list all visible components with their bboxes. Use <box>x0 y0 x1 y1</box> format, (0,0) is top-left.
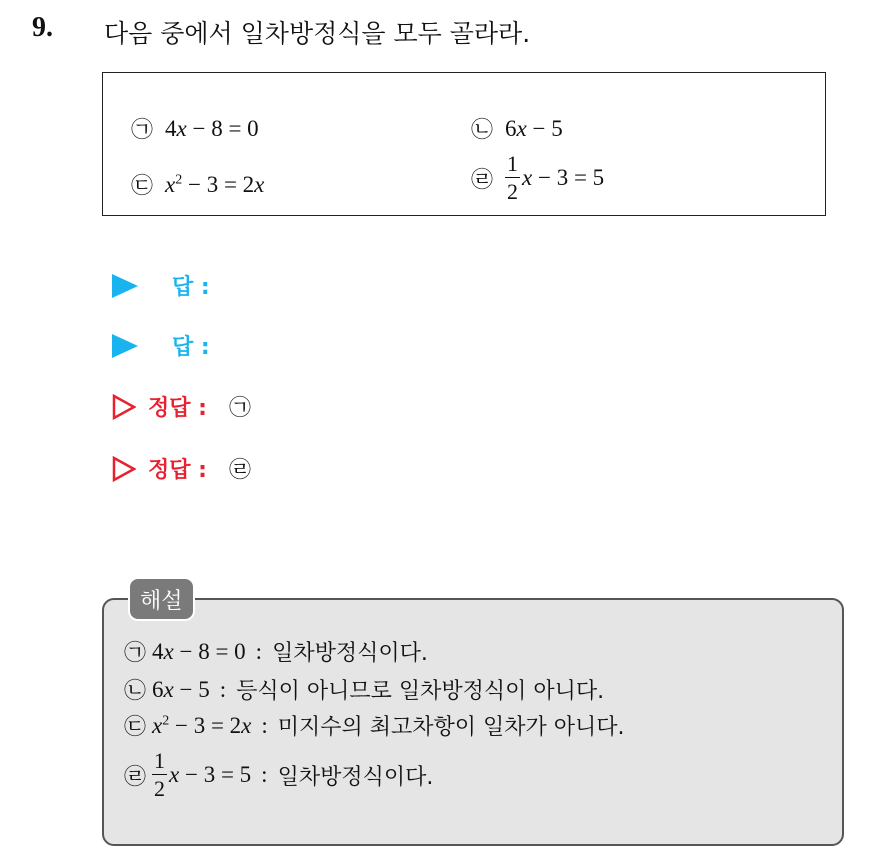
play-triangle-icon <box>112 274 138 298</box>
fraction: $\frac{1}{2}$ <box>507 151 518 204</box>
fraction: $\frac{1}{2}$ <box>154 748 165 801</box>
answer-row-2 <box>112 330 210 361</box>
outline-triangle-icon <box>112 394 136 420</box>
option-marker: ㉡ <box>471 118 494 143</box>
option-c: ㉢ $x^2 - 3 = 2x$ <box>131 169 264 200</box>
option-d: ㉣ $\frac{1}{2}$ x − 3 = 5 <box>471 151 605 204</box>
correct-answer-row-1 <box>112 391 251 422</box>
explanation-line-b: ㉡ 6x − 5 : 등식이 아니므로 일차방정식이 아니다. <box>124 674 604 705</box>
option-a: ㉠ 4x − 8 = 0 <box>131 113 259 144</box>
correct-answer-label: 정답 : <box>148 396 207 421</box>
correct-answer-value: ㉠ <box>228 396 251 421</box>
explanation-line-d: ㉣ $\frac{1}{2}$ x − 3 = 5 : 일차방정식이다. <box>124 748 434 801</box>
option-marker: ㉠ <box>131 118 154 143</box>
question-text: 다음 중에서 일차방정식을 모두 골라라. <box>104 19 531 48</box>
option-marker: ㉣ <box>471 167 494 193</box>
correct-answer-value: ㉣ <box>228 458 251 483</box>
explanation-line-a: ㉠ 4x − 8 = 0 : 일차방정식이다. <box>124 636 428 667</box>
play-triangle-icon <box>112 334 138 358</box>
answer-row-1 <box>112 270 210 301</box>
answer-label: 답 : <box>172 335 210 360</box>
option-marker: ㉢ <box>124 715 147 740</box>
explanation-line-c: ㉢ $x^2 - 3 = 2x$ : 미지수의 최고차항이 일차가 아니다. <box>124 710 625 741</box>
option-marker: ㉢ <box>131 174 154 199</box>
correct-answer-label: 정답 : <box>148 458 207 483</box>
option-marker: ㉠ <box>124 641 147 666</box>
option-b: ㉡ 6x − 5 <box>471 113 563 144</box>
option-marker: ㉡ <box>124 679 147 704</box>
explanation-tag: 해설 <box>128 577 195 621</box>
options-box <box>102 72 826 216</box>
outline-triangle-icon <box>112 456 136 482</box>
correct-answer-row-2 <box>112 453 251 484</box>
answer-label: 답 : <box>172 275 210 300</box>
question-number: 9. <box>32 12 53 43</box>
option-marker: ㉣ <box>124 764 147 790</box>
